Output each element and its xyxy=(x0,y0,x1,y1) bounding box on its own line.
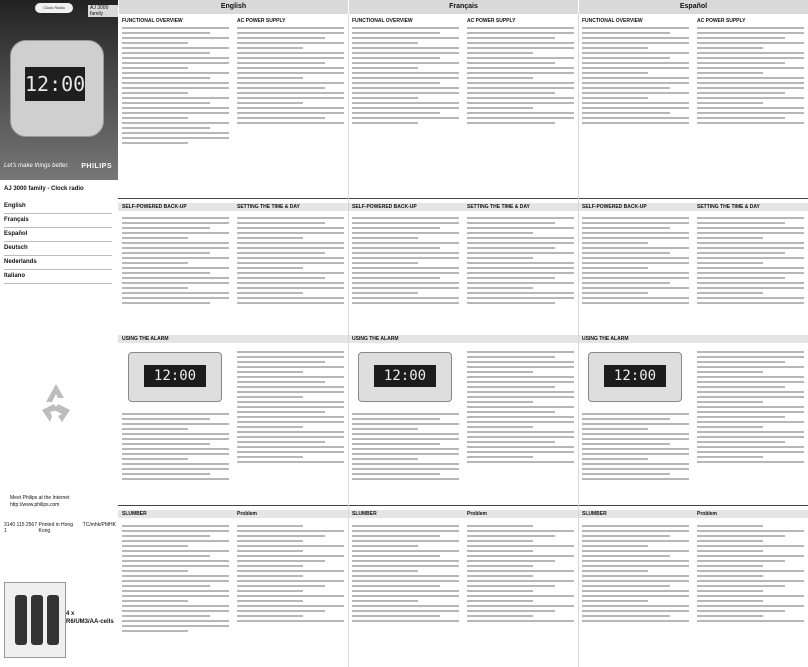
tab-english: English xyxy=(118,0,348,14)
clock-unit-illustration xyxy=(588,352,682,402)
cover-brand-pill: Clock Radio xyxy=(35,3,73,13)
body-slumber-fr xyxy=(348,522,463,662)
col-ac-en xyxy=(233,16,348,196)
row-divider xyxy=(118,198,808,199)
url-text: http://www.philips.com xyxy=(10,502,60,508)
clock-unit-illustration xyxy=(358,352,452,402)
clock-unit-illustration xyxy=(128,352,222,402)
section-problem-es: Problem xyxy=(693,510,808,518)
code-right: TC/mhk/PMHK xyxy=(82,522,116,528)
body-alarm-es-left xyxy=(578,410,693,500)
battery-type: R6/UM3/AA-cells xyxy=(66,619,114,625)
section-problem-en: Problem xyxy=(233,510,348,518)
body-problem-fr xyxy=(463,522,578,662)
row-divider xyxy=(118,505,808,506)
battery-cell xyxy=(47,595,59,645)
body-setting-time-es xyxy=(693,214,808,324)
unit-display: 12:00 xyxy=(144,365,206,387)
body-slumber-en xyxy=(118,522,233,662)
language-item: English xyxy=(4,200,112,214)
tab-espanol: Español xyxy=(578,0,808,14)
cover-image xyxy=(0,0,118,180)
section-setting-time-es: SETTING THE TIME & DAY xyxy=(693,203,808,211)
language-item: Italiano xyxy=(4,270,112,284)
clock-display: 12:00 xyxy=(25,67,85,101)
cover-model: AJ 3000 family xyxy=(88,5,118,17)
section-alarm-es: USING THE ALARM xyxy=(578,335,808,343)
battery-label xyxy=(66,610,114,626)
section-heading: AC POWER SUPPLY xyxy=(237,18,286,24)
cover-tagline: Let's make things better. xyxy=(4,163,69,169)
language-item: Deutsch xyxy=(4,242,112,256)
section-setting-time-en: SETTING THE TIME & DAY xyxy=(233,203,348,211)
tab-francais: Français xyxy=(348,0,578,14)
body-problem-en xyxy=(233,522,348,662)
section-heading: FUNCTIONAL OVERVIEW xyxy=(582,18,643,24)
language-item: Español xyxy=(4,228,112,242)
body-problem-es xyxy=(693,522,808,662)
body-alarm-es xyxy=(693,348,808,498)
section-self-powered-es: SELF-POWERED BACK-UP xyxy=(578,203,693,211)
col-ac-fr xyxy=(463,16,578,196)
battery-illustration xyxy=(4,582,66,658)
code-left: 3140 115 2567 1 xyxy=(4,522,37,534)
brand-logo: PHILIPS xyxy=(81,163,112,170)
unit-display: 12:00 xyxy=(374,365,436,387)
body-slumber-es xyxy=(578,522,693,662)
code-mid: Printed in Hong Kong xyxy=(38,522,73,534)
body-self-powered-fr xyxy=(348,214,463,324)
section-heading: AC POWER SUPPLY xyxy=(467,18,516,24)
battery-count: 4 x xyxy=(66,611,75,617)
col-ac-es xyxy=(693,16,808,196)
body-self-powered-es xyxy=(578,214,693,324)
section-self-powered-en: SELF-POWERED BACK-UP xyxy=(118,203,233,211)
col-functional-fr xyxy=(348,16,463,196)
internet-note xyxy=(10,495,69,509)
section-heading: AC POWER SUPPLY xyxy=(697,18,746,24)
section-setting-time-fr: SETTING THE TIME & DAY xyxy=(463,203,578,211)
section-alarm-en: USING THE ALARM xyxy=(118,335,348,343)
section-slumber-es: SLUMBER xyxy=(578,510,693,518)
body-alarm-en-left xyxy=(118,410,233,500)
language-list xyxy=(4,200,112,284)
meet-text: Meet Philips at the Internet xyxy=(10,495,70,501)
body-self-powered-en xyxy=(118,214,233,324)
language-item: Nederlands xyxy=(4,256,112,270)
col-functional-en xyxy=(118,16,233,196)
section-heading: FUNCTIONAL OVERVIEW xyxy=(122,18,183,24)
recycle-icon xyxy=(34,380,78,424)
col-functional-es xyxy=(578,16,693,196)
body-setting-time-fr xyxy=(463,214,578,324)
body-alarm-en xyxy=(233,348,348,498)
section-heading: FUNCTIONAL OVERVIEW xyxy=(352,18,413,24)
cover-subtitle: AJ 3000 family - Clock radio xyxy=(4,186,84,192)
clock-radio-illustration xyxy=(10,40,104,137)
section-slumber-fr: SLUMBER xyxy=(348,510,463,518)
section-self-powered-fr: SELF-POWERED BACK-UP xyxy=(348,203,463,211)
section-alarm-fr: USING THE ALARM xyxy=(348,335,578,343)
body-alarm-fr-left xyxy=(348,410,463,500)
language-header xyxy=(118,0,808,14)
section-slumber-en: SLUMBER xyxy=(118,510,233,518)
column-divider xyxy=(578,14,579,667)
body-setting-time-en xyxy=(233,214,348,324)
unit-display: 12:00 xyxy=(604,365,666,387)
battery-cell xyxy=(31,595,43,645)
language-item: Français xyxy=(4,214,112,228)
cover-sidebar xyxy=(0,0,118,667)
column-divider xyxy=(348,14,349,667)
body-alarm-fr xyxy=(463,348,578,498)
print-codes xyxy=(4,522,116,534)
battery-cell xyxy=(15,595,27,645)
section-problem-fr: Problem xyxy=(463,510,578,518)
